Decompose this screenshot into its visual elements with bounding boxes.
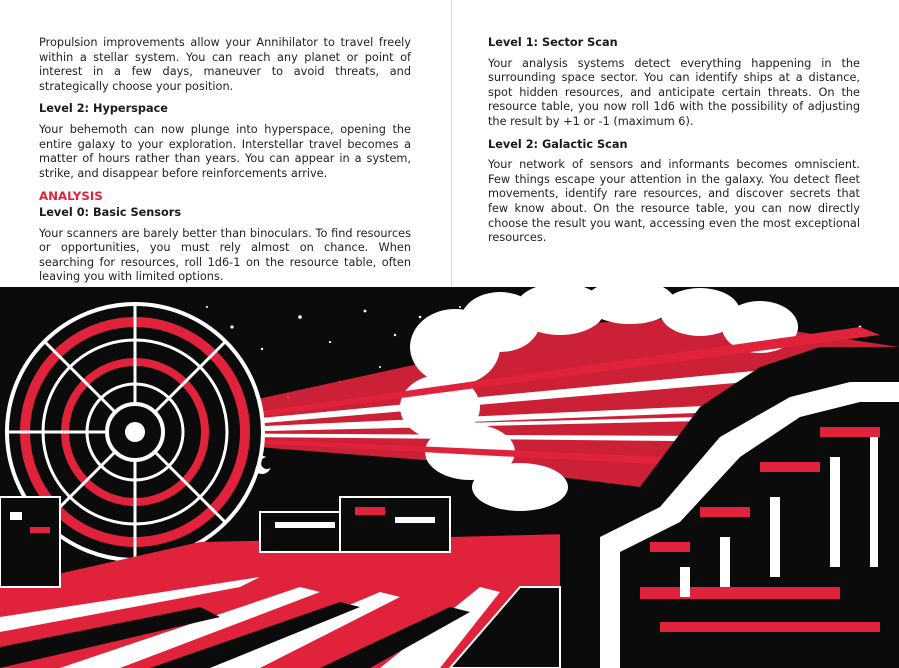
hyperspace-paragraph: Your behemoth can now plunge into hyperspace, opening the entire galaxy to your exploration. Interstellar travel becomes a matter of hours rather than years. You can appear in a system, strike, and disappear before reinforcements arrive. [39,122,411,180]
hyperspace-heading: Level 2: Hyperspace [39,102,168,116]
right-page-text-column [488,36,860,254]
illustration-svg [0,287,899,668]
left-page-text-column [39,36,411,293]
galactic-scan-heading: Level 2: Galactic Scan [488,137,628,151]
basic-sensors-heading: Level 0: Basic Sensors [39,205,182,219]
basic-sensors-paragraph: Your scanners are barely better than binoculars. To find resources or opportunities, you must rely almost on chance. When searching for resources, roll 1d6-1 on the resource table, often leaving you with limited options. [39,226,411,284]
sci-fi-illustration [0,287,899,668]
galactic-scan-paragraph: Your network of sensors and informants becomes omniscient. Few things escape your attention in the galaxy. You detect fleet movements, identify rare resources, and discover secrets that few know about. On the resource table, you can now directly choose the result you want, accessing even the most exceptional resources. [488,158,860,245]
sector-scan-heading: Level 1: Sector Scan [488,36,618,49]
analysis-section-heading: ANALYSIS [39,189,103,204]
intro-paragraph: Propulsion improvements allow your Annihilator to travel freely within a stellar system. You can reach any planet or point of interest in a few days, maneuver to avoid threats, and strategically choose your position. [39,36,411,93]
sector-scan-paragraph: Your analysis systems detect everything happening in the surrounding space sector. You can identify ships at a distance, spot hidden resources, and anticipate certain threats. On the resource table, you now roll 1d6 with the possibility of adjusting the result by +1 or -1 (maximum 6). [488,56,860,128]
